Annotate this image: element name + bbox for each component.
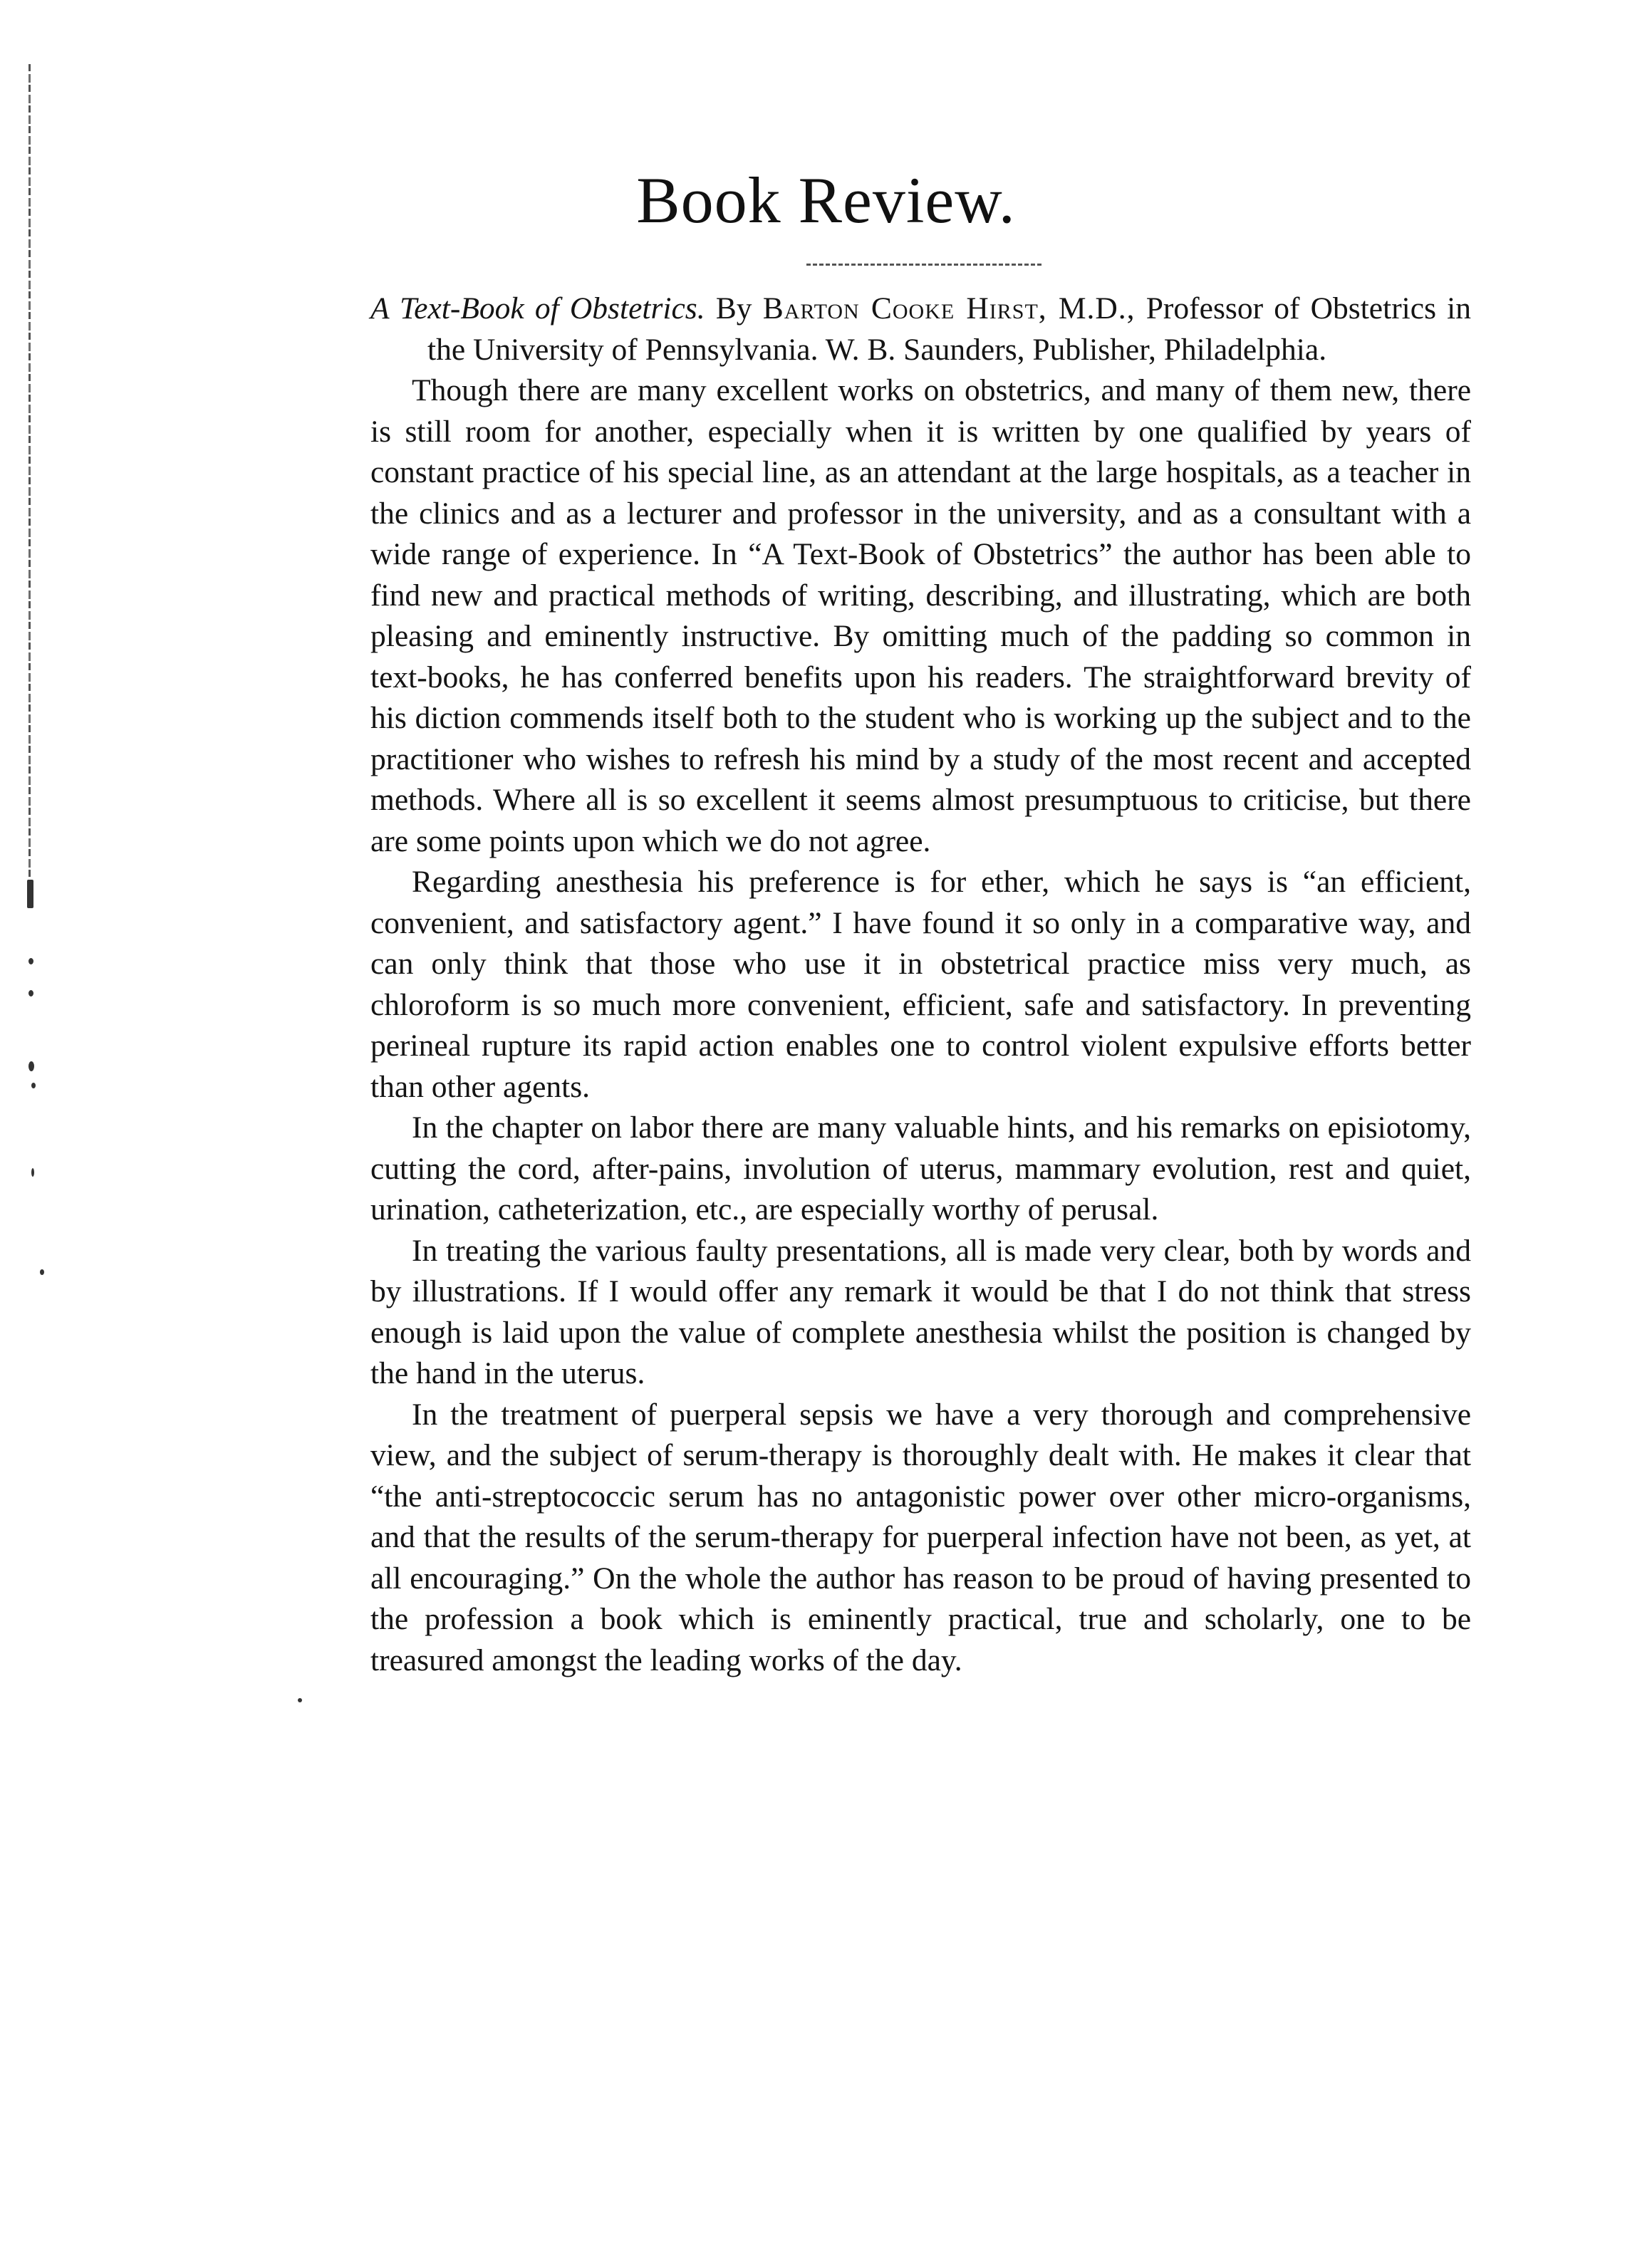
review-paragraph: In the treatment of puerperal sepsis we have a very thorough and comprehensive view, and the subject of serum-therapy is thoroughly dealt with. He makes it clear that “the anti-streptococcic serum has no antagonistic power over other micro-organisms, and that the results of the serum-therapy for puerperal infection have not been, as yet, at all encouraging.” On the whole the author has reason to be proud of having presented to the profession a book which is eminently practical, true and scholarly, one to be treasured amongst the leading works of the day. <box>370 1397 1471 1677</box>
scan-speck <box>28 1061 34 1071</box>
scan-speck <box>28 990 33 996</box>
scan-speck <box>298 1698 302 1702</box>
citation-affiliation: Professor of Obstetrics in the University of Pennsylvania. <box>427 291 1472 367</box>
review-body <box>370 288 1471 1681</box>
review-paragraph: In the chapter on labor there are many valuable hints, and his remarks on episiotomy, cutting the cord, after-pains, involution of uterus, mammary evolution, rest and quiet, urination, catheterization, etc., are especially worthy of perusal. <box>370 1110 1471 1227</box>
citation-author: Barton Cooke Hirst, M.D., <box>762 291 1136 326</box>
scan-speck <box>28 958 33 964</box>
citation-by: By <box>715 291 752 326</box>
review-paragraph: In treating the various faulty presentations, all is made very clear, both by words and by illustrations. If I would offer any remark it would be that I do not think that stress enough is laid upon the value of complete anesthesia whilst the position is changed by the hand in the uterus. <box>370 1233 1471 1390</box>
title-divider <box>806 264 1041 268</box>
review-paragraph: Regarding anesthesia his preference is for ether, which he says is “an efficient, convenient, and satisfactory agent.” I have found it so only in a comparative way, and can only think that those who use it in obstetrical practice miss very much, as chloroform is so much more convenient, efficient, safe and satisfactory. In preventing perineal rupture its rapid action enables one to control violent expulsive efforts better than other agents. <box>370 865 1471 1104</box>
scan-speck <box>31 1168 34 1177</box>
citation-publisher: W. B. Saunders, Publisher, Philadelphia. <box>825 332 1327 367</box>
review-paragraph: Though there are many excellent works on obstetrics, and many of them new, there is still room for another, especially when it is written by one qualified by years of constant practice of his special line, as an attendant at the large hospitals, as a teacher in the clinics and as a lecturer and professor in the university, and as a consultant with a wide range of experience. In “A Text-Book of Obstetrics” the author has been able to find new and practical methods of writing, describing, and illustrating, which are both pleasing and eminently instructive. By omitting much of the padding so common in text-books, he has conferred benefits upon his readers. The straightforward brevity of his diction commends itself both to the student who is working up the subject and to the practitioner who wishes to refresh his mind by a study of the most recent and accepted methods. Where all is so excellent it seems almost presumptuous to criticise, but there are some points upon which we do not agree. <box>370 373 1471 858</box>
scan-speck <box>31 1083 36 1088</box>
scan-speck <box>40 1269 44 1275</box>
scan-speck <box>27 880 33 908</box>
citation-book-title: A Text-Book of Obstetrics. <box>370 291 705 326</box>
book-citation <box>370 288 1471 370</box>
page-title: Book Review. <box>636 164 1016 236</box>
